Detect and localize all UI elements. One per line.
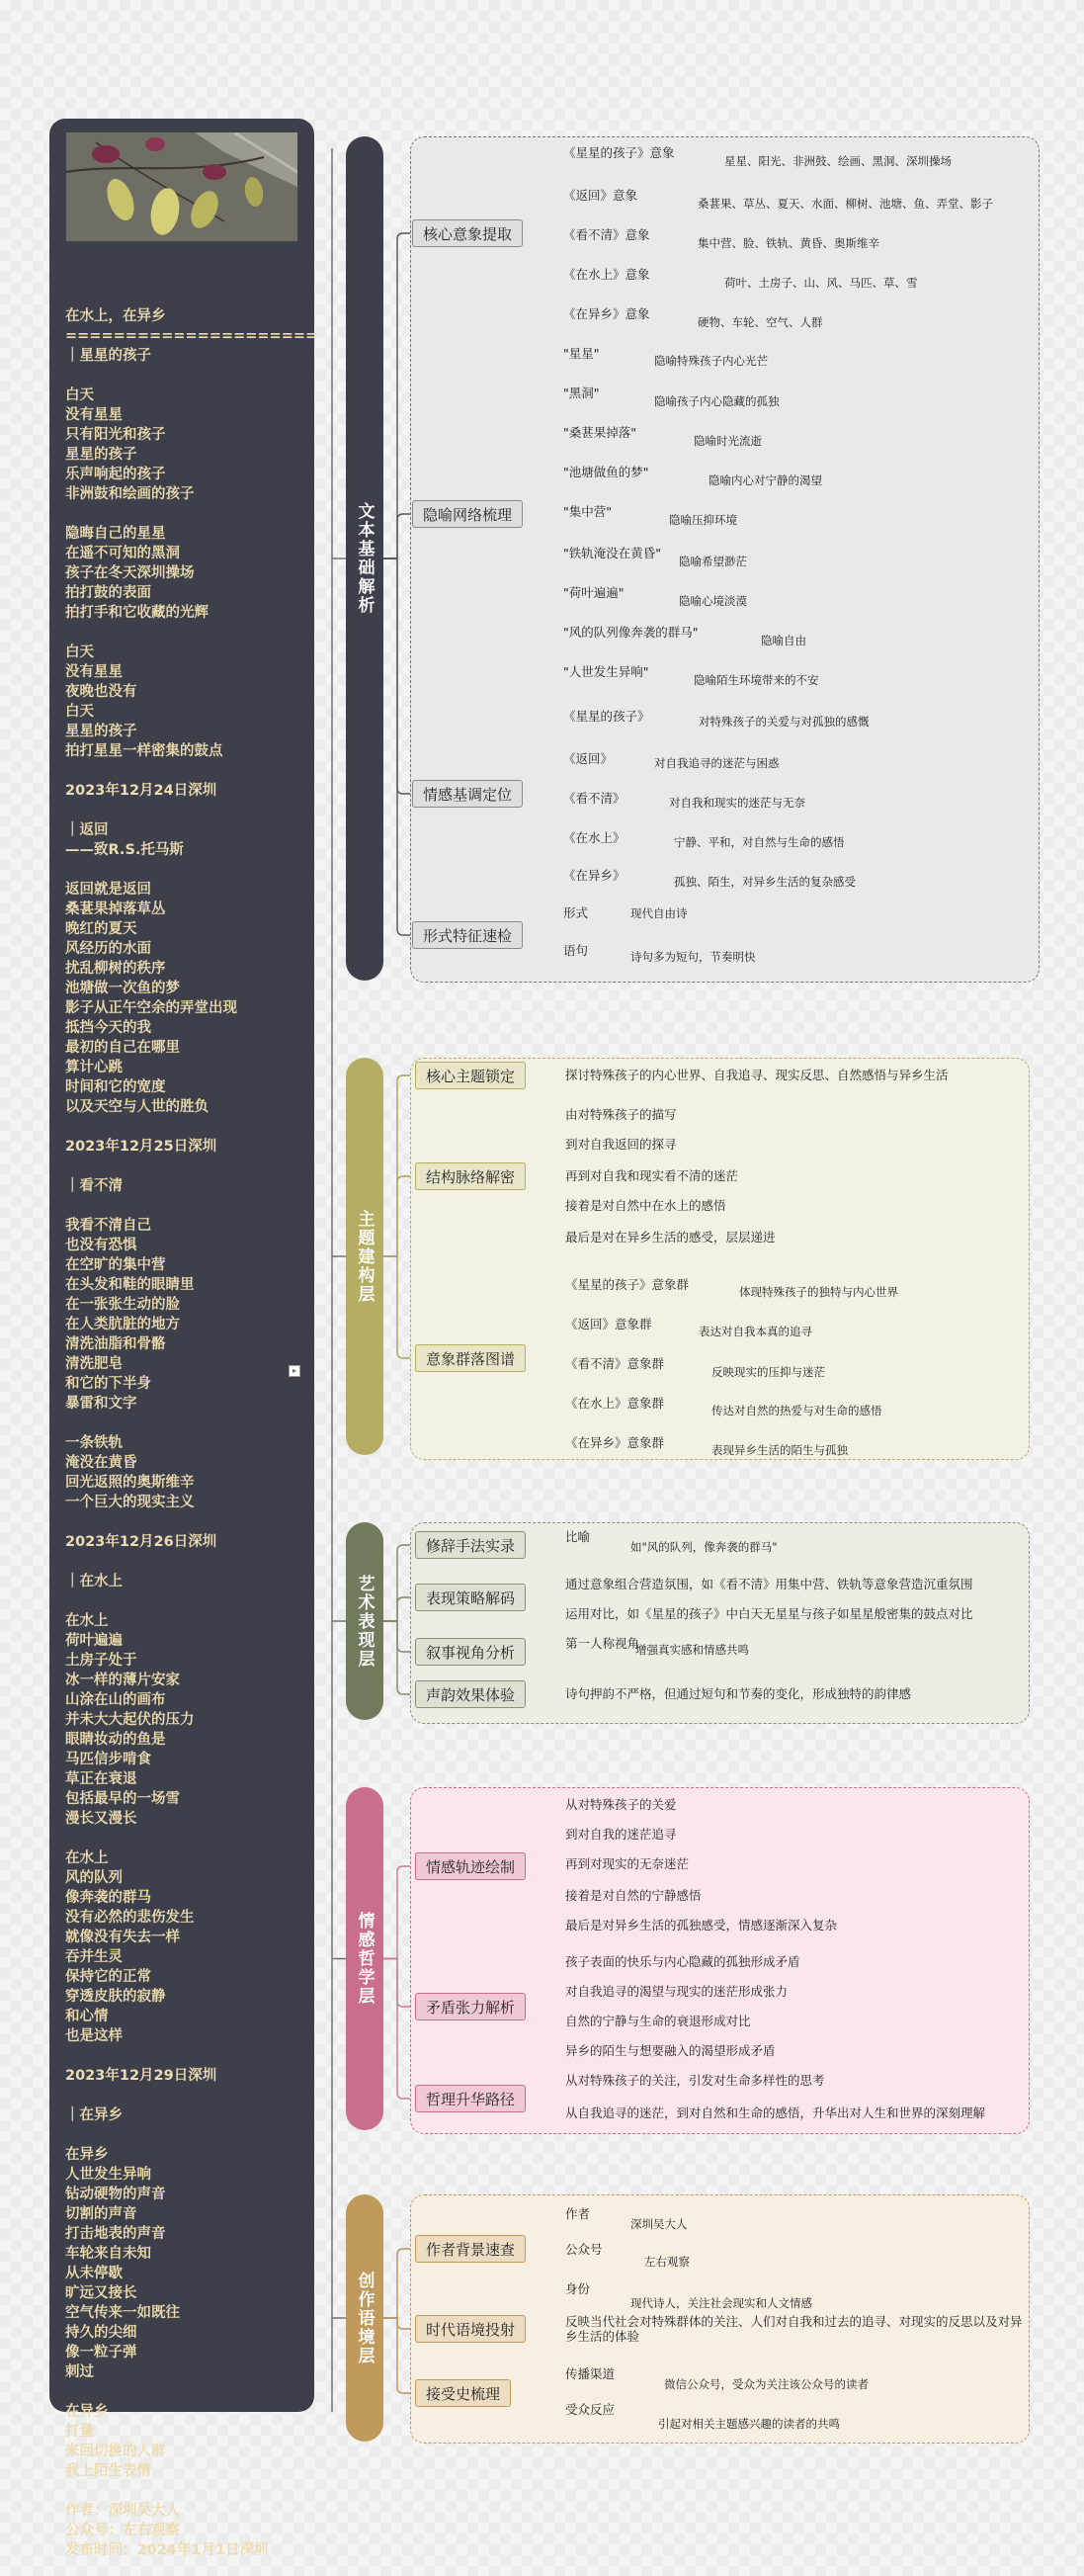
branch-node[interactable]: 叙事视角分析	[415, 1638, 526, 1666]
leaf-detail: 隐喻特殊孩子内心光芒	[654, 354, 768, 368]
branch-node[interactable]: 哲理升华路径	[415, 2085, 526, 2112]
leaf-label: 《在水上》意象	[563, 267, 650, 282]
list-item: 到对自我返回的探寻	[565, 1137, 677, 1152]
category-node[interactable]	[346, 1787, 383, 2130]
leaf-detail: 对特殊孩子的关爱与对孤独的感慨	[699, 715, 870, 729]
leaf-detail: 荷叶、土房子、山、风、马匹、草、雪	[724, 276, 918, 290]
leaf-label: 形式	[563, 905, 589, 920]
list-item: 从对特殊孩子的关爱	[565, 1797, 677, 1812]
list-item: 反映当代社会对特殊群体的关注、人们对自我和过去的追寻、对现实的反思以及对异乡生活的体验	[565, 2314, 1023, 2344]
branch-node[interactable]: 声韵效果体验	[415, 1680, 526, 1708]
list-item: 通过意象组合营造氛围，如《看不清》用集中营、铁轨等意象营造沉重氛围	[565, 1577, 973, 1591]
leaf-label: 身份	[565, 2281, 591, 2296]
leaf-detail: 隐喻时光流逝	[694, 434, 762, 448]
leaf-detail: 深圳吴大人	[630, 2217, 688, 2231]
list-item: 再到对现实的无奈迷茫	[565, 1856, 690, 1871]
leaf-label: "集中营"	[563, 504, 612, 519]
list-item: 再到对自我和现实看不清的迷茫	[565, 1168, 739, 1183]
leaf-label: "星星"	[563, 346, 600, 361]
leaf-label: "铁轨淹没在黄昏"	[563, 546, 661, 560]
list-item: 对自我追寻的渴望与现实的迷茫形成张力	[565, 1984, 789, 1999]
list-item: 到对自我的迷茫追寻	[565, 1827, 677, 1842]
branch-node[interactable]: 情感轨迹绘制	[415, 1852, 526, 1880]
leaf-detail: 隐喻自由	[761, 634, 806, 647]
leaf-label: 《星星的孩子》	[563, 709, 650, 724]
leaf-label: 受众反应	[565, 2402, 616, 2417]
leaf-label: 《返回》意象群	[565, 1317, 652, 1331]
leaf-label: "荷叶遍遍"	[563, 585, 625, 600]
list-item: 从自我追寻的迷茫，到对自然和生命的感悟，升华出对人生和世界的深刻理解	[565, 2105, 986, 2120]
list-item: 孩子表面的快乐与内心隐藏的孤独形成矛盾	[565, 1954, 800, 1969]
leaf-label: 传播渠道	[565, 2366, 616, 2381]
list-item: 诗句押韵不严格，但通过短句和节奏的变化，形成独特的韵律感	[565, 1686, 912, 1701]
list-item: 接着是对自然的宁静感悟	[565, 1888, 702, 1903]
leaf-detail: 表达对自我本真的追寻	[699, 1325, 812, 1338]
branch-node[interactable]: 核心主题锁定	[415, 1062, 526, 1089]
list-item: 运用对比，如《星星的孩子》中白天无星星与孩子如星星般密集的鼓点对比	[565, 1606, 973, 1621]
branch-node[interactable]: 结构脉络解密	[415, 1162, 526, 1190]
leaf-detail: 集中营、脸、铁轨、黄昏、奥斯维辛	[698, 236, 879, 250]
branch-node[interactable]: 表现策略解码	[415, 1584, 526, 1611]
leaf-detail: 桑葚果、草丛、夏天、水面、柳树、池塘、鱼、弄堂、影子	[698, 197, 993, 211]
branch-node[interactable]: 核心意象提取	[412, 219, 523, 247]
scroll-indicator-icon[interactable]: ▸	[289, 1365, 300, 1377]
category-node[interactable]	[346, 1522, 383, 1720]
leaf-detail: 现代自由诗	[630, 906, 688, 920]
leaf-label: "池塘做鱼的梦"	[563, 465, 649, 479]
branch-node[interactable]: 形式特征速检	[412, 921, 523, 949]
leaf-detail: 隐喻心境淡漠	[679, 594, 747, 608]
leaf-detail: 硬物、车轮、空气、人群	[698, 315, 823, 329]
leaf-photo	[66, 132, 297, 241]
leaf-label: 《看不清》意象群	[565, 1356, 665, 1371]
leaf-label: 《返回》意象	[563, 188, 638, 203]
branch-node[interactable]: 修辞手法实录	[415, 1531, 526, 1559]
leaf-label: 比喻	[565, 1529, 591, 1544]
leaf-label: 作者	[565, 2206, 591, 2221]
category-title: 创作语境层	[354, 2271, 375, 2365]
leaf-detail: 孤独、陌生，对异乡生活的复杂感受	[674, 875, 856, 889]
leaf-label: 《看不清》	[563, 791, 625, 806]
leaf-label: 《看不清》意象	[563, 227, 650, 242]
leaf-label: 公众号	[565, 2242, 603, 2257]
leaf-label: "风的队列像奔袭的群马"	[563, 625, 699, 640]
branch-node[interactable]: 矛盾张力解析	[415, 1993, 526, 2020]
leaf-label: 《在水上》	[563, 830, 625, 845]
leaf-detail: 隐喻孩子内心隐藏的孤独	[654, 394, 780, 408]
leaf-detail: 隐喻压抑环境	[669, 513, 737, 527]
leaf-label: 《在异乡》意象	[563, 306, 650, 321]
list-item: 接着是对自然中在水上的感悟	[565, 1198, 726, 1213]
leaf-label: 《星星的孩子》意象	[563, 145, 675, 160]
list-item: 由对特殊孩子的描写	[565, 1107, 677, 1122]
leaf-detail: 传达对自然的热爱与对生命的感悟	[711, 1404, 882, 1417]
leaf-detail: 现代诗人，关注社会现实和人文情感	[630, 2296, 812, 2310]
leaf-detail: 诗句多为短句，节奏明快	[630, 950, 756, 964]
category-node[interactable]	[346, 1058, 383, 1455]
leaf-label: 《在异乡》意象群	[565, 1435, 665, 1450]
branch-node[interactable]: 时代语境投射	[415, 2315, 526, 2343]
list-item: 自然的宁静与生命的衰退形成对比	[565, 2014, 751, 2028]
leaf-detail: 体现特殊孩子的独特与内心世界	[739, 1285, 898, 1299]
leaf-detail: 隐喻内心对宁静的渴望	[709, 473, 822, 487]
list-item: 异乡的陌生与想要融入的渴望形成矛盾	[565, 2043, 776, 2058]
leaf-detail: 如"风的队列，像奔袭的群马"	[630, 1540, 778, 1554]
leaf-detail: 隐喻希望渺茫	[679, 555, 747, 568]
category-title: 主题建构层	[354, 1209, 375, 1304]
poem-text: 在水上，在异乡 ===================== ｜星星的孩子 白天 没有星星 只有阳光和孩子 星星的孩子 乐声响起的孩子 非洲鼓和绘画的孩子 隐晦自己的星星 在遥不可知的黑洞 孩子在冬天深圳操场 拍打鼓的表面 拍打手和它收藏的光辉 白天 没有星星 夜晚也没有 白天 星星的孩子 拍打星星一样密集的鼓点 2023年12月24日深圳 ｜返回 ——致R.S.托马斯 返回就是返回 桑葚果掉落草丛 晚红的夏天 风经历的水面 扰乱柳树的秩序 池塘做一次鱼的梦 影子从正午空余的弄堂出现 抵挡今天的我 最初的自己在哪里 算计心跳 时间和它的宽度 以及天空与人世的胜负 2023年12月25日深圳 ｜看不清 我看不清自己 也没有恐惧 在空旷的集中营 在头发和鞋的眼睛里 在一张张生动的脸 在人类肮脏的地方 清洗油脂和骨骼 清洗肥皂 和它的下半身 暴雷和文字 一条铁轨 淹没在黄昏 回光返照的奥斯维辛 一个巨大的现实主义 2023年12月26日深圳 ｜在水上 在水上 荷叶遍遍 土房子处于 冰一样的薄片安家 山涂在山的画布 并未大大起伏的压力 眼睛妆动的鱼是 马匹信步啃食 草正在衰退 包括最早的一场雪 漫长又漫长 在水上 风的队列 像奔袭的群马 没有必然的悲伤发生 就像没有失去一样 吞并生灵 保持它的正常 穿透皮肤的寂静 和心情 也是这样 2023年12月29日深圳 ｜在异乡 在异乡 人世发生异响 钻动硬物的声音 切割的声音 打击地表的声音 车轮来自未知 从未停歇 旷远又接长 空气传来一如既往 持久的尖细 像一粒子弹 刺过 在异乡 打量 来回切换的人群 我上陌生表情 作者：深圳吴大人 公众号：左右观察 发布时间：2024年1月1日深圳	[65, 308, 318, 2558]
list-item: 从对特殊孩子的关注，引发对生命多样性的思考	[565, 2073, 825, 2088]
leaf-detail: 左右观察	[644, 2255, 690, 2269]
branch-node[interactable]: 作者背景速查	[415, 2235, 526, 2263]
branch-node[interactable]: 意象群落图谱	[415, 1344, 526, 1372]
leaf-label: 第一人称视角	[565, 1636, 640, 1651]
leaf-detail: 反映现实的压抑与迷茫	[711, 1365, 825, 1379]
leaf-detail: 星星、阳光、非洲鼓、绘画、黑洞、深圳操场	[724, 154, 952, 168]
category-title: 文本基础解析	[354, 502, 375, 615]
leaf-label: 语句	[563, 943, 589, 958]
leaf-detail: 对自我和现实的迷茫与无奈	[669, 796, 805, 810]
leaf-label: "黑洞"	[563, 386, 600, 400]
branch-node[interactable]: 接受史梳理	[415, 2379, 511, 2407]
leaf-label: 《返回》	[563, 751, 614, 766]
branch-node[interactable]: 隐喻网络梳理	[412, 500, 523, 528]
list-item: 最后是对在异乡生活的感受，层层递进	[565, 1230, 776, 1245]
poem-panel	[49, 119, 318, 2558]
category-panel	[410, 1058, 1030, 1460]
branch-node[interactable]: 情感基调定位	[412, 780, 523, 808]
category-title: 情感哲学层	[354, 1912, 375, 2006]
list-item: 探讨特殊孩子的内心世界、自我追寻、现实反思、自然感悟与异乡生活	[565, 1068, 949, 1082]
leaf-detail: 微信公众号，受众为关注该公众号的读者	[664, 2377, 869, 2391]
leaf-label: "人世发生异响"	[563, 664, 649, 679]
leaf-label: 《星星的孩子》意象群	[565, 1277, 690, 1292]
list-item: 最后是对异乡生活的孤独感受，情感逐渐深入复杂	[565, 1918, 838, 1932]
category-title: 艺术表现层	[354, 1574, 375, 1669]
leaf-detail: 对自我追寻的迷茫与困惑	[654, 756, 780, 770]
leaf-detail: 宁静、平和，对自然与生命的感悟	[674, 835, 845, 849]
category-node[interactable]	[346, 136, 383, 981]
category-node[interactable]	[346, 2194, 383, 2442]
leaf-detail: 增强真实感和情感共鸣	[635, 1643, 749, 1657]
leaf-label: 《在水上》意象群	[565, 1396, 665, 1411]
leaf-detail: 表现异乡生活的陌生与孤独	[711, 1443, 848, 1457]
leaf-label: "桑葚果掉落"	[563, 425, 636, 440]
leaf-detail: 隐喻陌生环境带来的不安	[694, 673, 819, 687]
leaf-label: 《在异乡》	[563, 868, 625, 883]
leaf-detail: 引起对相关主题感兴趣的读者的共鸣	[658, 2417, 840, 2431]
